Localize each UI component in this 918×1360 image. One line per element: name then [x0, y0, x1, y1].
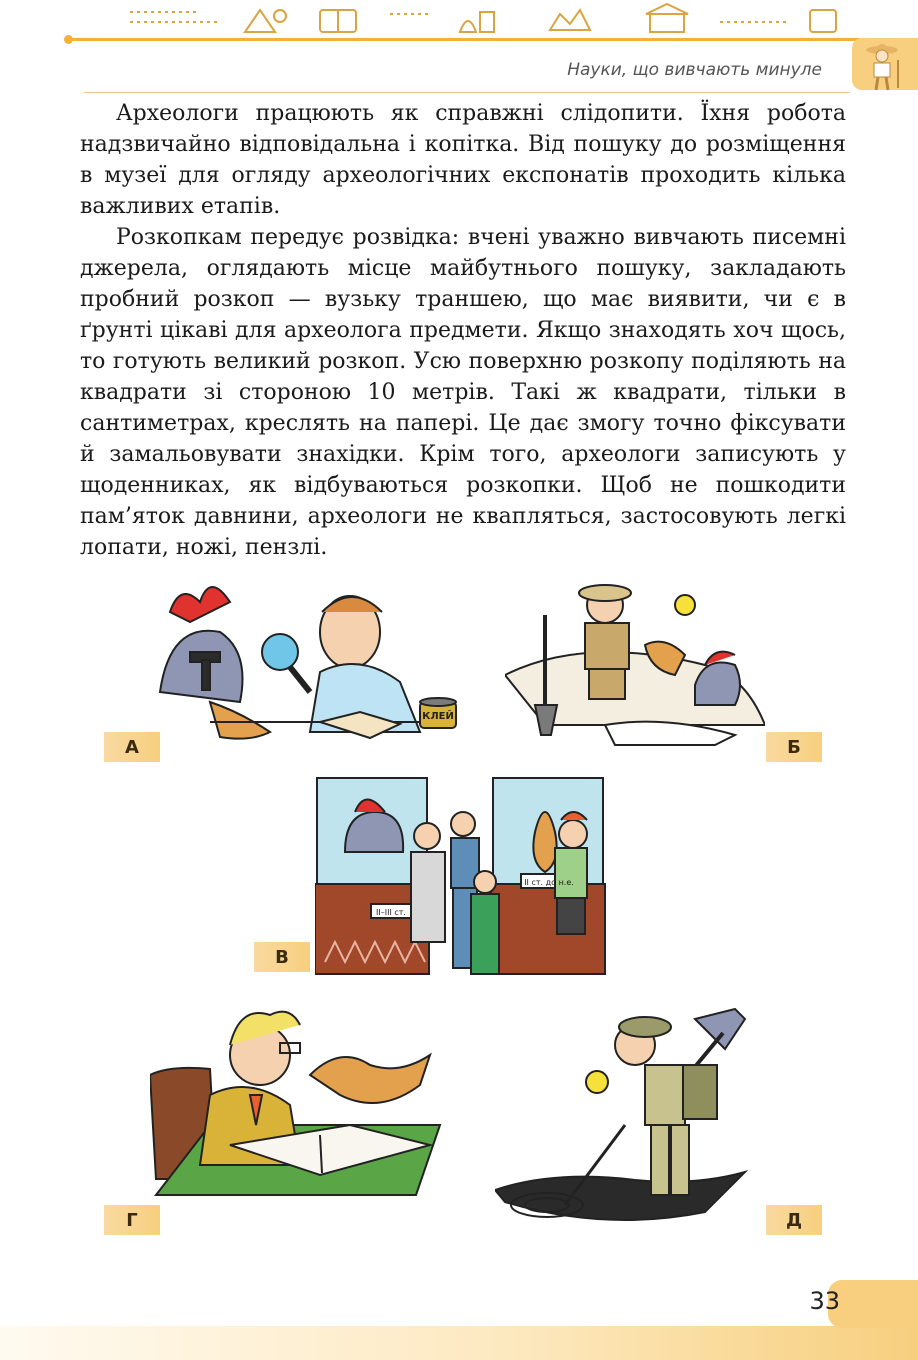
section-title-underline: [84, 92, 850, 93]
illustration-label-g: Г: [104, 1205, 160, 1235]
header-decoration-band: [0, 0, 918, 44]
illustration-c-museum-visitors: [315, 772, 610, 992]
page-number-tab: [828, 1280, 918, 1328]
illustration-g-professor-with-book: [150, 1005, 445, 1215]
body-text: [80, 98, 846, 563]
explorer-icon: [854, 36, 910, 92]
illustration-label-a: А: [104, 732, 160, 762]
glue-jar-label: КЛЕЙ: [422, 711, 454, 722]
illustration-d-metal-detector-searcher: [495, 1005, 780, 1230]
case-label-1: ІІ–ІІІ ст.: [376, 908, 406, 917]
page-number: 33: [809, 1287, 840, 1315]
case-label-2: ІІ ст. до н.е.: [524, 878, 574, 887]
paragraph: Розкопкам передує розвідка: вчені уважно вивчають писемні джерела, оглядають місце майбутнього пошуку, закладають пробний розкоп — вузьку траншею, що має виявити, чи є в ґрунті цікаві для археолога предмети. Якщо знаходять хоч щось, то готують великий розкоп. Усю поверхню розкопу поділяють на квадрати зі стороною 10 метрів. Такі ж квадрати, тільки в сантиметрах, креслять на папері. Це дає змогу точно фіксувати й замальовувати знахідки. Крім того, археологи записують у щоденниках, як відбуваються розкопки. Щоб не пошкодити пам’яток давнини, археологи не квапляться, застосовують легкі лопати, ножі, пензлі.: [80, 225, 846, 560]
illustration-a-scientist-with-magnifier: [150, 572, 470, 762]
footer-band: [0, 1326, 918, 1360]
header-rule: [70, 38, 860, 41]
header-rule-dot: [64, 35, 73, 44]
section-title: Науки, що вивчають минуле: [567, 60, 822, 80]
history-icons-strip: [130, 2, 850, 36]
illustration-b-explorer-excavation: [505, 575, 765, 755]
illustration-label-c: В: [254, 942, 310, 972]
paragraph: Археологи працюють як справжні слідопити. Їхня робота надзвичайно відповідальна і копітка. Від пошуку до розміщення в музеї для огляду археологічних експонатів проходить кілька важливих етапів.: [80, 101, 846, 219]
illustration-label-b: Б: [766, 732, 822, 762]
illustration-label-d: Д: [766, 1205, 822, 1235]
